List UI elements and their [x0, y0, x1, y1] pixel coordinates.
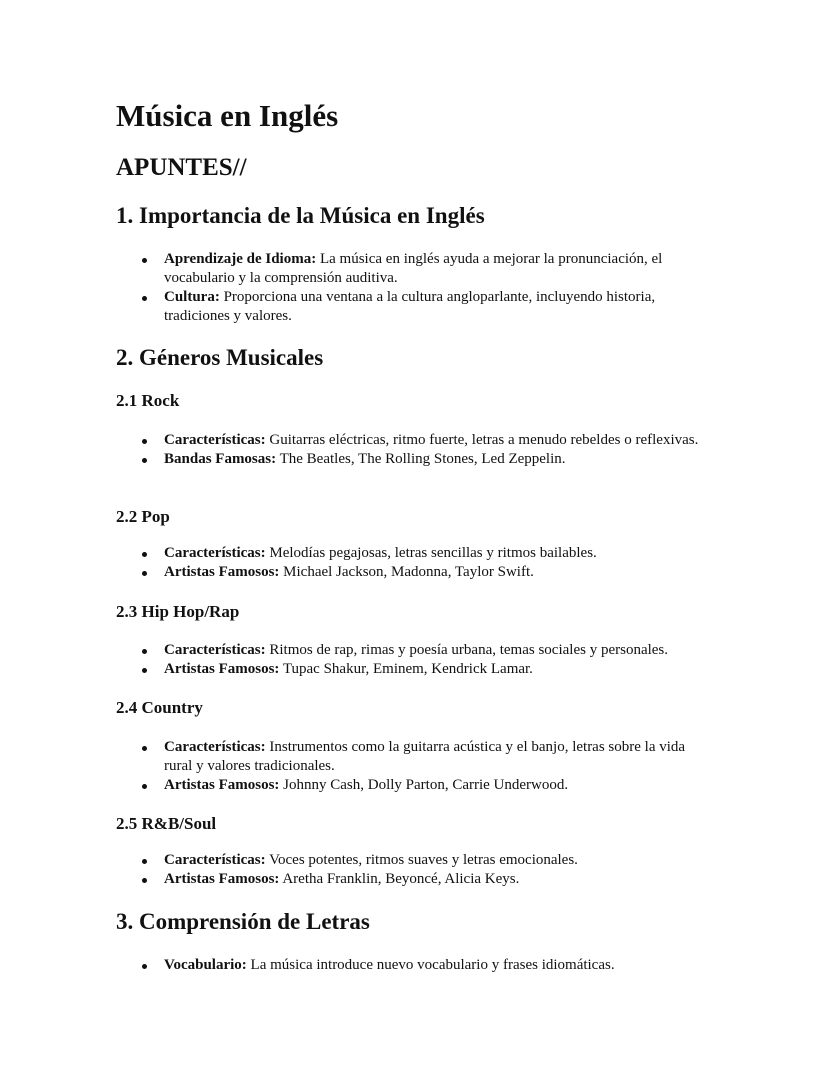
subsection-heading-country: 2.4 Country: [116, 698, 203, 717]
document-title: Música en Inglés: [116, 98, 339, 133]
item-label: Vocabulario:: [164, 957, 247, 973]
country-list: [116, 738, 716, 795]
bullet-icon: [142, 746, 147, 751]
document-subtitle: APUNTES//: [116, 154, 247, 181]
section-heading-importancia: 1. Importancia de la Música en Inglés: [116, 203, 485, 228]
item-text: Ritmos de rap, rimas y poesía urbana, temas sociales y personales.: [269, 642, 669, 658]
item-label: Artistas Famosos:: [164, 777, 280, 793]
item-label: Bandas Famosas:: [164, 451, 277, 467]
item-label: Características:: [164, 545, 266, 561]
list-item: [116, 851, 716, 870]
bullet-icon: [142, 439, 147, 444]
item-label: Aprendizaje de Idioma:: [164, 251, 317, 267]
subsection-heading-rnb: 2.5 R&B/Soul: [116, 814, 217, 833]
item-text: La música introduce nuevo vocabulario y frases idiomáticas.: [250, 957, 615, 973]
list-item: [116, 450, 716, 469]
item-label: Artistas Famosos:: [164, 661, 280, 677]
item-text: La música en inglés ayuda a mejorar la pronunciación, el vocabulario y la comprensión auditiva.: [164, 251, 663, 286]
section-heading-generos: 2. Géneros Musicales: [116, 345, 324, 370]
bullet-icon: [142, 258, 147, 263]
bullet-icon: [142, 649, 147, 654]
bullet-icon: [142, 458, 147, 463]
bullet-icon: [142, 878, 147, 883]
item-text: Proporciona una ventana a la cultura angloparlante, incluyendo historia, tradiciones y valores.: [164, 289, 656, 324]
list-item: [116, 288, 716, 326]
section-heading-comprension: 3. Comprensión de Letras: [116, 909, 370, 934]
bullet-icon: [142, 296, 147, 301]
list-item: [116, 250, 716, 288]
list-item: [116, 544, 716, 563]
list-item: [116, 956, 716, 975]
item-text: Instrumentos como la guitarra acústica y el banjo, letras sobre la vida rural y valores tradicionales.: [164, 739, 686, 774]
list-item: [116, 660, 716, 679]
rnb-list: [116, 851, 716, 889]
list-item: [116, 870, 716, 889]
importancia-list: [116, 250, 716, 326]
item-label: Características:: [164, 852, 266, 868]
bullet-icon: [142, 784, 147, 789]
bullet-icon: [142, 571, 147, 576]
item-text: Johnny Cash, Dolly Parton, Carrie Underwood.: [283, 777, 569, 793]
list-item: [116, 563, 716, 582]
item-label: Cultura:: [164, 289, 220, 305]
list-item: [116, 738, 716, 776]
bullet-icon: [142, 964, 147, 969]
bullet-icon: [142, 668, 147, 673]
comprension-list: [116, 956, 716, 975]
hiphop-list: [116, 641, 716, 679]
item-text: Tupac Shakur, Eminem, Kendrick Lamar.: [282, 661, 533, 677]
item-label: Características:: [164, 642, 266, 658]
item-label: Características:: [164, 739, 266, 755]
item-text: Voces potentes, ritmos suaves y letras emocionales.: [269, 852, 578, 868]
bullet-icon: [142, 552, 147, 557]
subsection-heading-rock: 2.1 Rock: [116, 391, 180, 410]
item-text: The Beatles, The Rolling Stones, Led Zeppelin.: [279, 451, 566, 467]
bullet-icon: [142, 859, 147, 864]
item-text: Michael Jackson, Madonna, Taylor Swift.: [283, 564, 534, 580]
item-text: Aretha Franklin, Beyoncé, Alicia Keys.: [282, 871, 520, 887]
item-text: Guitarras eléctricas, ritmo fuerte, letras a menudo rebeldes o reflexivas.: [269, 432, 699, 448]
subsection-heading-hiphop: 2.3 Hip Hop/Rap: [116, 602, 240, 621]
item-text: Melodías pegajosas, letras sencillas y ritmos bailables.: [269, 545, 597, 561]
pop-list: [116, 544, 716, 582]
list-item: [116, 431, 716, 450]
list-item: [116, 776, 716, 795]
list-item: [116, 641, 716, 660]
item-label: Artistas Famosos:: [164, 564, 280, 580]
item-label: Características:: [164, 432, 266, 448]
subsection-heading-pop: 2.2 Pop: [116, 507, 170, 526]
rock-list: [116, 431, 716, 469]
item-label: Artistas Famosos:: [164, 871, 280, 887]
